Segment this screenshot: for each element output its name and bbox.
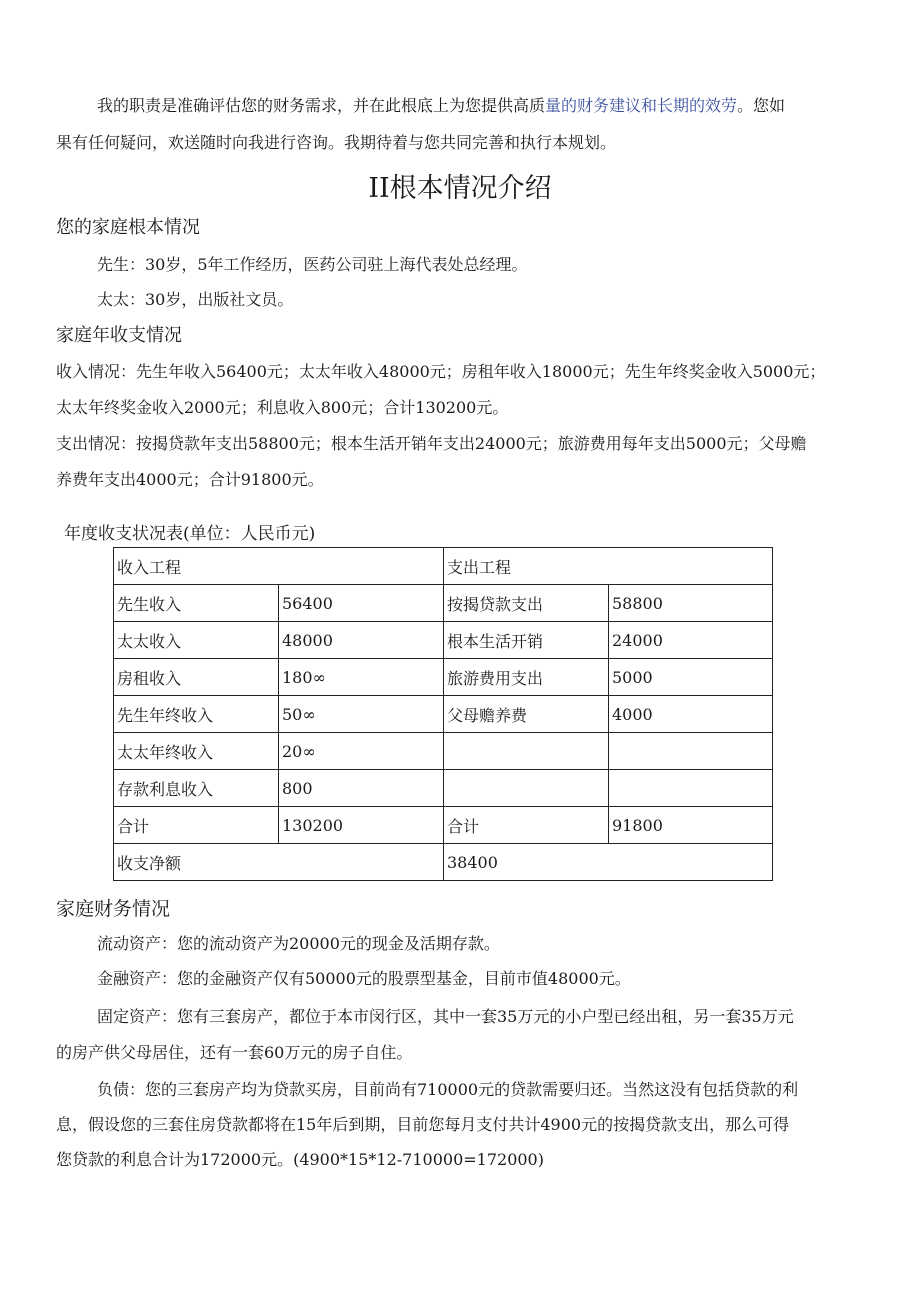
cell — [609, 733, 773, 770]
intro-line-2: 果有任何疑问，欢送随时向我进行咨询。我期待着与您共同完善和执行本规划。 — [56, 133, 617, 152]
table-row — [114, 659, 773, 696]
intro-highlight: 量的财务建议和长期的效劳 — [545, 96, 738, 115]
cell: 20∞ — [279, 733, 444, 770]
liquid-assets: 流动资产：您的流动资产为20000元的现金及活期存款。 — [97, 934, 500, 953]
finance-heading: 家庭财务情况 — [56, 898, 171, 920]
table-header-row — [114, 548, 773, 585]
intro-text: 我的职责是准确评估您的财务需求，并在此根底上为您提供高质 — [97, 96, 546, 115]
fixed-assets-line-1: 固定资产：您有三套房产，都位于本市闵行区，其中一套35万元的小户型已经出租，另一套35万元 — [97, 1007, 794, 1026]
cell: 存款利息收入 — [114, 770, 279, 807]
cell: 5000 — [609, 659, 773, 696]
cell: 24000 — [609, 622, 773, 659]
annual-heading: 家庭年收支情况 — [56, 325, 182, 346]
table-total-row — [114, 807, 773, 844]
table-caption: 年度收支状况表(单位：人民币元) — [64, 524, 316, 544]
cell: 合计 — [114, 807, 279, 844]
cell: 父母赡养费 — [444, 696, 609, 733]
cell: 56400 — [279, 585, 444, 622]
income-line-2: 太太年终奖金收入2000元；利息收入800元；合计130200元。 — [56, 398, 509, 417]
family-basic-heading: 您的家庭根本情况 — [56, 217, 200, 238]
cell: 800 — [279, 770, 444, 807]
expense-header: 支出工程 — [444, 548, 773, 585]
cell: 58800 — [609, 585, 773, 622]
net-value: 38400 — [444, 844, 773, 881]
income-header: 收入工程 — [114, 548, 444, 585]
cell: 50∞ — [279, 696, 444, 733]
table-row — [114, 733, 773, 770]
table-row — [114, 622, 773, 659]
cell: 130200 — [279, 807, 444, 844]
financial-assets: 金融资产：您的金融资产仅有50000元的股票型基金，目前市值48000元。 — [97, 969, 631, 988]
expense-line-2: 养费年支出4000元；合计91800元。 — [56, 470, 324, 489]
cell: 按揭贷款支出 — [444, 585, 609, 622]
cell: 太太收入 — [114, 622, 279, 659]
intro-line-1 — [97, 96, 785, 116]
income-expense-table — [113, 547, 773, 881]
cell: 91800 — [609, 807, 773, 844]
cell: 旅游费用支出 — [444, 659, 609, 696]
income-line-1: 收入情况：先生年收入56400元；太太年收入48000元；房租年收入18000元；先生年终奖金收入5000元； — [56, 362, 826, 381]
wife-info: 太太：30岁，出版社文员。 — [97, 290, 294, 309]
cell — [444, 770, 609, 807]
expense-line-1: 支出情况：按揭贷款年支出58800元；根本生活开销年支出24000元；旅游费用每年支出5000元；父母赡 — [56, 434, 807, 453]
cell: 根本生活开销 — [444, 622, 609, 659]
cell: 合计 — [444, 807, 609, 844]
table-row — [114, 585, 773, 622]
fixed-assets-line-2: 的房产供父母居住，还有一套60万元的房子自住。 — [56, 1043, 413, 1062]
cell — [444, 733, 609, 770]
debt-line-2: 息，假设您的三套住房贷款都将在15年后到期，目前您每月支付共计4900元的按揭贷款支出，那么可得 — [56, 1115, 790, 1134]
cell: 4000 — [609, 696, 773, 733]
table-row — [114, 696, 773, 733]
cell: 48000 — [279, 622, 444, 659]
intro-text-end: 。您如 — [737, 96, 786, 115]
cell: 先生收入 — [114, 585, 279, 622]
debt-line-3: 您贷款的利息合计为172000元。(4900*15*12-710000=172000) — [56, 1150, 544, 1169]
cell — [609, 770, 773, 807]
cell: 房租收入 — [114, 659, 279, 696]
table-net-row — [114, 844, 773, 881]
cell: 太太年终收入 — [114, 733, 279, 770]
cell: 先生年终收入 — [114, 696, 279, 733]
net-label: 收支净额 — [114, 844, 444, 881]
section-title: II根本情况介绍 — [368, 173, 552, 204]
debt-line-1: 负债：您的三套房产均为贷款买房，目前尚有710000元的贷款需要归还。当然这没有包括贷款的利 — [97, 1080, 799, 1099]
table-row — [114, 770, 773, 807]
husband-info: 先生：30岁，5年工作经历，医药公司驻上海代表处总经理。 — [97, 255, 528, 274]
cell: 180∞ — [279, 659, 444, 696]
